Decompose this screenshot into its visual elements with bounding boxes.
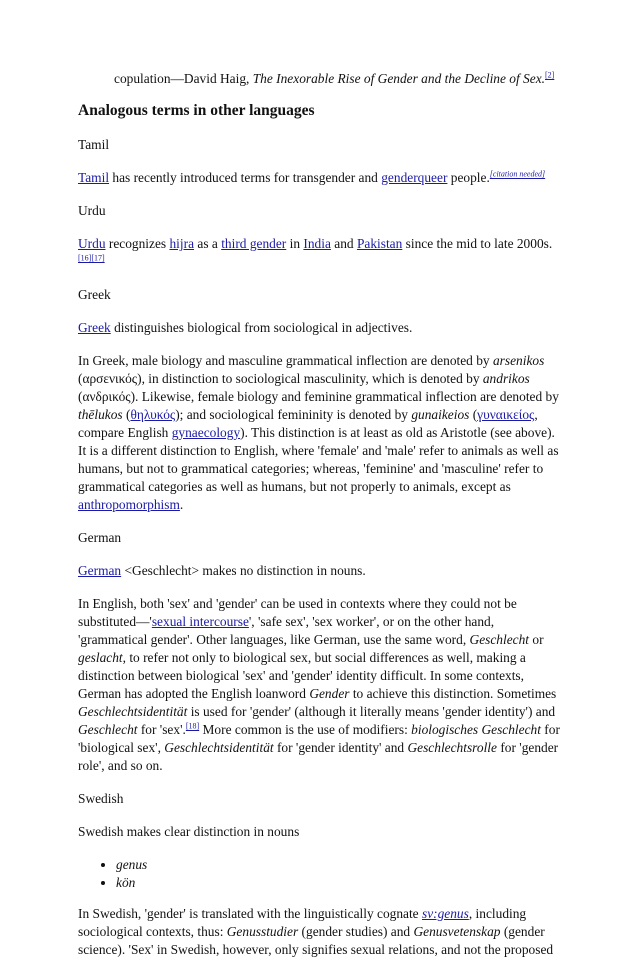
term-thelukos: thēlukos	[78, 407, 123, 422]
text-span: for 'gender identity' and	[273, 740, 408, 755]
subsection-label-tamil: Tamil	[78, 137, 110, 152]
link-gynaecology[interactable]: gynaecology	[171, 425, 241, 440]
term-arsenikos: arsenikos	[492, 353, 545, 368]
link-thelukos[interactable]: θηλυκός	[130, 407, 176, 422]
list-item	[116, 856, 564, 874]
text-span: and	[330, 236, 357, 251]
text-span: , compare English	[78, 407, 538, 440]
text-span: to achieve this distinction. Sometimes	[349, 686, 557, 701]
text-span: ); and sociological femininity is denoted by	[175, 407, 412, 422]
link-urdu[interactable]: Urdu	[78, 236, 106, 251]
block-quote-attribution	[114, 70, 564, 88]
citation-needed-link[interactable]	[490, 170, 545, 179]
article-page	[78, 70, 564, 974]
paragraph-swedish-intro: Swedish makes clear distinction in nouns	[78, 824, 300, 839]
text-span: for 'gender role', and so on.	[78, 740, 559, 773]
text-span: (	[122, 407, 131, 422]
text-span: <Geschlecht> makes no distinction in nouns.	[121, 563, 366, 578]
text-span: ). This distinction is at least as old as Aristotle (see above). It is a different distinction to English, where 'female' and 'male' refer to animals as well as humans, but not to grammatical categories; whereas, 'feminine' and 'masculine' refer to grammatical categories as well as humans, but not properly to animals, except as	[78, 425, 559, 494]
paragraph-greek-detail	[78, 352, 564, 514]
text-span: people.	[447, 170, 490, 185]
term-andrikos: andrikos	[482, 371, 530, 386]
text-span: In Swedish, 'gender' is translated with the linguistically cognate	[78, 906, 422, 921]
term-genusstudier: Genusstudier	[226, 924, 299, 939]
term-geslacht: geslacht	[78, 650, 123, 665]
text-span: since the mid to late 2000s.	[402, 236, 553, 251]
link-india[interactable]: India	[303, 236, 331, 251]
link-sv-genus[interactable]	[422, 906, 469, 921]
term-biologisches-geschlecht: biologisches Geschlecht	[411, 722, 541, 737]
link-genderqueer[interactable]: genderqueer	[381, 170, 448, 185]
text-span: In English, both 'sex' and 'gender' can be used in contexts where they could not be substituted—'	[78, 596, 517, 629]
text-span: or	[529, 632, 544, 647]
term-geschlechtsidentitaet: Geschlechtsidentität	[164, 740, 274, 755]
citation-link[interactable]: [16][17]	[78, 253, 105, 263]
term-gender: Gender	[309, 686, 350, 701]
paragraph-tamil	[78, 169, 564, 187]
subsection-label-swedish: Swedish	[78, 791, 124, 806]
term-kon: kön	[116, 875, 136, 890]
term-genusvetenskap: Genusvetenskap	[413, 924, 501, 939]
text-span: .	[179, 497, 184, 512]
paragraph-urdu	[78, 235, 564, 271]
subsection-label-greek: Greek	[78, 287, 111, 302]
text-span: (gender studies) and	[298, 924, 414, 939]
text-span: distinguishes biological from sociological in adjectives.	[110, 320, 413, 335]
quote-text: copulation—David Haig,	[114, 71, 253, 86]
text-span: as a	[194, 236, 222, 251]
swedish-noun-list	[78, 856, 564, 892]
citation-needed-text: [citation needed]	[489, 169, 546, 179]
text-span: (αρσενικός), in distinction to sociological masculinity, which is denoted by	[78, 371, 483, 386]
text-span: recognizes	[105, 236, 170, 251]
link-sexual-intercourse[interactable]: sexual intercourse	[151, 614, 249, 629]
term-geschlecht: Geschlecht	[78, 722, 138, 737]
link-tamil[interactable]: Tamil	[78, 170, 110, 185]
text-span: for 'biological sex',	[78, 722, 560, 755]
text-span: (ανδρικός). Likewise, female biology and feminine grammatical inflection are denoted by	[78, 389, 559, 404]
section-heading: Analogous terms in other languages	[78, 102, 315, 119]
text-span: , including sociological contexts, thus:	[78, 906, 527, 939]
citation-link[interactable]: [18]	[185, 721, 200, 731]
text-span: is used for 'gender' (although it literally means 'gender identity') and	[187, 704, 556, 719]
term-geschlechtsrolle: Geschlechtsrolle	[407, 740, 497, 755]
text-span: (gender science). 'Sex' in Swedish, however, only signifies sexual relations, and not the proposed	[78, 924, 554, 957]
text-span: in	[286, 236, 304, 251]
term-gunaikeios: gunaikeios	[411, 407, 470, 422]
link-text: sv:genus	[421, 906, 469, 921]
text-span: ', 'safe sex', 'sex worker', or on the other hand, 'grammatical gender'. Other languages, like German, use the same word,	[78, 614, 495, 647]
link-hijra[interactable]: hijra	[169, 236, 195, 251]
term-geschlechtsidentitaet: Geschlechtsidentität	[78, 704, 188, 719]
text-span: has recently introduced terms for transgender and	[109, 170, 382, 185]
text-span: (	[469, 407, 478, 422]
paragraph-german-intro	[78, 562, 564, 580]
paragraph-german-detail	[78, 595, 564, 775]
link-anthropomorphism[interactable]: anthropomorphism	[78, 497, 180, 512]
text-span: for 'sex'.	[137, 722, 186, 737]
list-item	[116, 874, 564, 892]
link-pakistan[interactable]: Pakistan	[356, 236, 403, 251]
link-third-gender[interactable]: third gender	[221, 236, 287, 251]
paragraph-greek-intro	[78, 319, 564, 337]
subsection-label-urdu: Urdu	[78, 203, 106, 218]
link-gunaikeios[interactable]: γυναικείος	[477, 407, 535, 422]
quote-book-title: The Inexorable Rise of Gender and the Decline of Sex.	[252, 71, 545, 86]
paragraph-swedish-detail	[78, 905, 564, 959]
link-greek[interactable]: Greek	[78, 320, 111, 335]
term-genus: genus	[116, 857, 148, 872]
subsection-label-german: German	[78, 530, 122, 545]
text-span: , to refer not only to biological sex, but social differences as well, making a distinction between biological 'sex' and 'gender' identity difficult. In some contexts, German has adopted the English loanword	[78, 650, 526, 701]
text-span: In Greek, male biology and masculine grammatical inflection are denoted by	[78, 353, 493, 368]
text-span: More common is the use of modifiers:	[199, 722, 412, 737]
term-geschlecht: Geschlecht	[469, 632, 530, 647]
link-german[interactable]: German	[78, 563, 122, 578]
citation-link[interactable]: [2]	[545, 70, 555, 80]
